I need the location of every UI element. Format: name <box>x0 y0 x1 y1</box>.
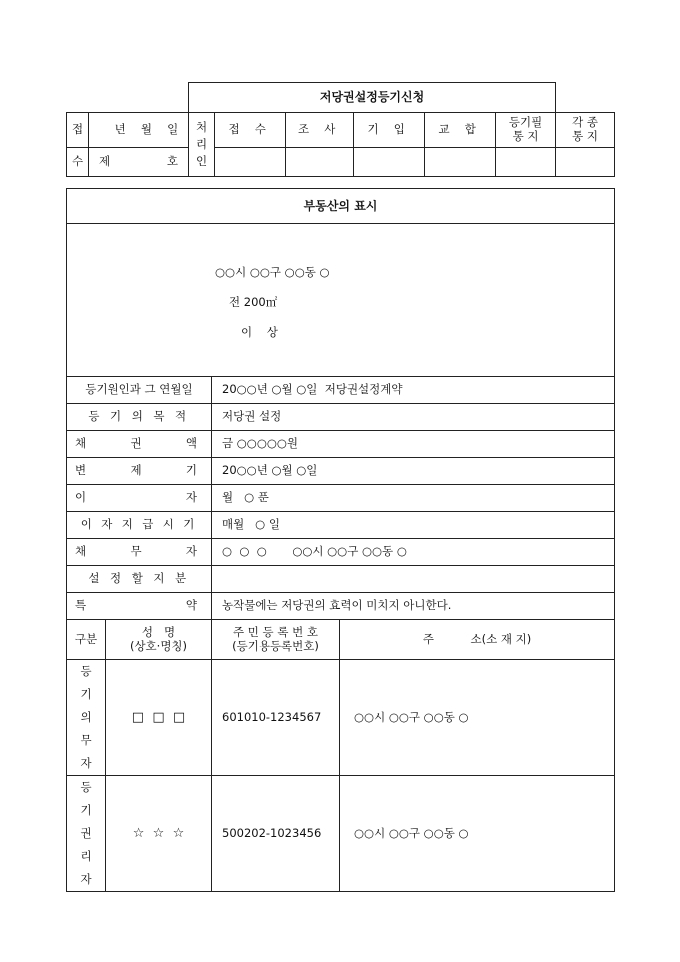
row-label-claim: 채 권 액 <box>67 431 212 458</box>
party-address-obligor[interactable]: ○○시 ○○구 ○○동 ○ <box>340 660 615 776</box>
row-value-special[interactable]: 농작물에는 저당권의 효력이 미치지 아니한다. <box>212 593 615 620</box>
form-title: 저당권설정등기신청 <box>189 83 556 113</box>
row-value-due[interactable]: 20○○년 ○월 ○일 <box>212 458 615 485</box>
notice-completed: 등기필 통 지 <box>496 113 556 148</box>
row-label-interest-time: 이 자 지 급 시 기 <box>67 512 212 539</box>
col-inspect: 조 사 <box>286 113 354 148</box>
col-receipt: 접 수 <box>215 113 286 148</box>
receipt-table <box>66 82 615 177</box>
cell-notice-various[interactable] <box>556 148 615 177</box>
row-label-due: 변 제 기 <box>67 458 212 485</box>
parties-address-header: 주 소(소 재 지) <box>340 620 615 660</box>
row-label-interest: 이 자 <box>67 485 212 512</box>
property-address: ○○시 ○○구 ○○동 ○ <box>215 265 330 279</box>
property-end: 이 상 <box>241 325 278 339</box>
parties-gubun-header: 구분 <box>67 620 106 660</box>
application-table <box>66 188 615 892</box>
party-row-obligor <box>67 660 615 776</box>
number-label: 제 호 <box>89 148 189 177</box>
property-description <box>67 224 615 377</box>
row-label-debtor: 채 무 자 <box>67 539 212 566</box>
party-address-obligee[interactable]: ○○시 ○○구 ○○동 ○ <box>340 776 615 892</box>
party-id-obligee[interactable]: 500202-1023456 <box>212 776 340 892</box>
handler-label: 처 리 인 <box>189 113 215 177</box>
cell-verify[interactable] <box>425 148 496 177</box>
date-label: 년 월 일 <box>89 113 189 148</box>
row-label-special: 특 약 <box>67 593 212 620</box>
parties-id-header: 주 민 등 록 번 호 (등기용등록번호) <box>212 620 340 660</box>
cell-notice-completed[interactable] <box>496 148 556 177</box>
col-verify: 교 합 <box>425 113 496 148</box>
party-role-obligor: 등 기 의 무 자 <box>67 660 106 776</box>
row-value-purpose[interactable]: 저당권 설정 <box>212 404 615 431</box>
party-role-obligee: 등 기 권 리 자 <box>67 776 106 892</box>
party-row-obligee <box>67 776 615 892</box>
cell-receipt[interactable] <box>215 148 286 177</box>
party-name-obligee[interactable]: ☆ ☆ ☆ <box>106 776 212 892</box>
cell-inspect[interactable] <box>286 148 354 177</box>
row-value-claim[interactable]: 금 ○○○○○원 <box>212 431 615 458</box>
receipt-label-bottom: 수 <box>67 148 89 177</box>
row-label-share: 설 정 할 지 분 <box>67 566 212 593</box>
row-value-debtor[interactable]: ○ ○ ○ ○○시 ○○구 ○○동 ○ <box>212 539 615 566</box>
party-id-obligor[interactable]: 601010-1234567 <box>212 660 340 776</box>
row-value-interest[interactable]: 월 ○ 푼 <box>212 485 615 512</box>
property-area: 전 200㎡ <box>229 295 278 309</box>
parties-name-header: 성 명 (상호·명칭) <box>106 620 212 660</box>
col-entry: 기 입 <box>354 113 425 148</box>
property-title: 부동산의 표시 <box>67 189 615 224</box>
row-value-share[interactable] <box>212 566 615 593</box>
row-label-purpose: 등 기 의 목 적 <box>67 404 212 431</box>
row-value-interest-time[interactable]: 매월 ○ 일 <box>212 512 615 539</box>
receipt-label-top: 접 <box>67 113 89 148</box>
row-value-cause[interactable]: 20○○년 ○월 ○일 저당권설정계약 <box>212 377 615 404</box>
party-name-obligor[interactable]: □ □ □ <box>106 660 212 776</box>
row-label-cause: 등기원인과 그 연월일 <box>67 377 212 404</box>
notice-various: 각 종 통 지 <box>556 113 615 148</box>
cell-entry[interactable] <box>354 148 425 177</box>
